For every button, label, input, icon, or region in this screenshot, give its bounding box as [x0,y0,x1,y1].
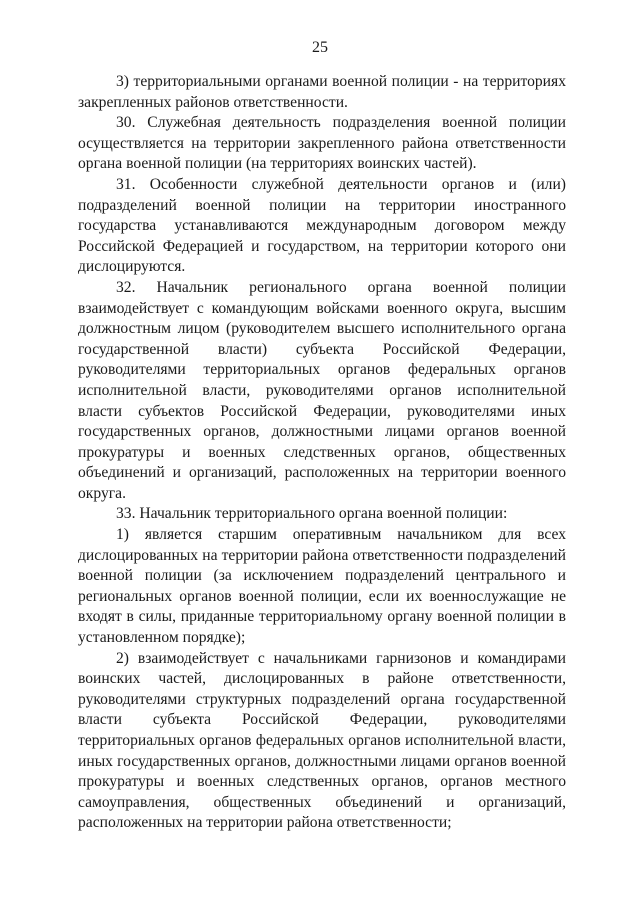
paragraph-32: 32. Начальник регионального органа военной полиции взаимодействует с командующим войсками военного округа, высшим должностным лицом (руководителем высшего исполнительного органа государственной власти) субъекта Российской Федерации, руководителями территориальных органов федеральных органов исполнительной власти, руководителями органов исполнительной власти субъектов Российской Федерации, руководителями иных государственных органов, должностными лицами органов военной прокуратуры и военных следственных органов, общественных объединений и организаций, расположенных на территории военного округа. [78,278,566,502]
paragraph-30: 30. Служебная деятельность подразделения военной полиции осуществляется на территории закрепленного района ответственности органа военной полиции (на территориях воинских частей). [78,114,566,173]
paragraph-31: 31. Особенности служебной деятельности органов и (или) подразделений военной полиции на территории иностранного государства устанавливаются международным договором между Российской Федерацией и государством, на территории которого они дислоцируются. [78,175,566,276]
paragraph-33-item-2: 2) взаимодействует с начальниками гарнизонов и командирами воинских частей, дислоцированных в районе ответственности, руководителями структурных подразделений органа государственной власти субъекта Российской Федерации, руководителями территориальных органов федеральных органов исполнительной власти, иных государственных органов, должностными лицами органов военной прокуратуры и военных следственных органов, органов местного самоуправления, общественных объединений и организаций, расположенных на территории района ответственности; [78,649,566,832]
page-number: 25 [312,39,328,56]
paragraph-item-3: 3) территориальными органами военной полиции - на территориях закрепленных районов ответственности. [78,73,566,111]
document-body [78,72,566,834]
paragraph-33-item-1: 1) является старшим оперативным начальником для всех дислоцированных на территории района ответственности подразделений военной полиции (за исключением подразделений центрального и региональных органов военной полиции, если их военнослужащие не входят в силы, приданные территориальному органу военной полиции в установленном порядке); [78,526,566,647]
paragraph-33: 33. Начальник территориального органа военной полиции: [116,505,508,523]
